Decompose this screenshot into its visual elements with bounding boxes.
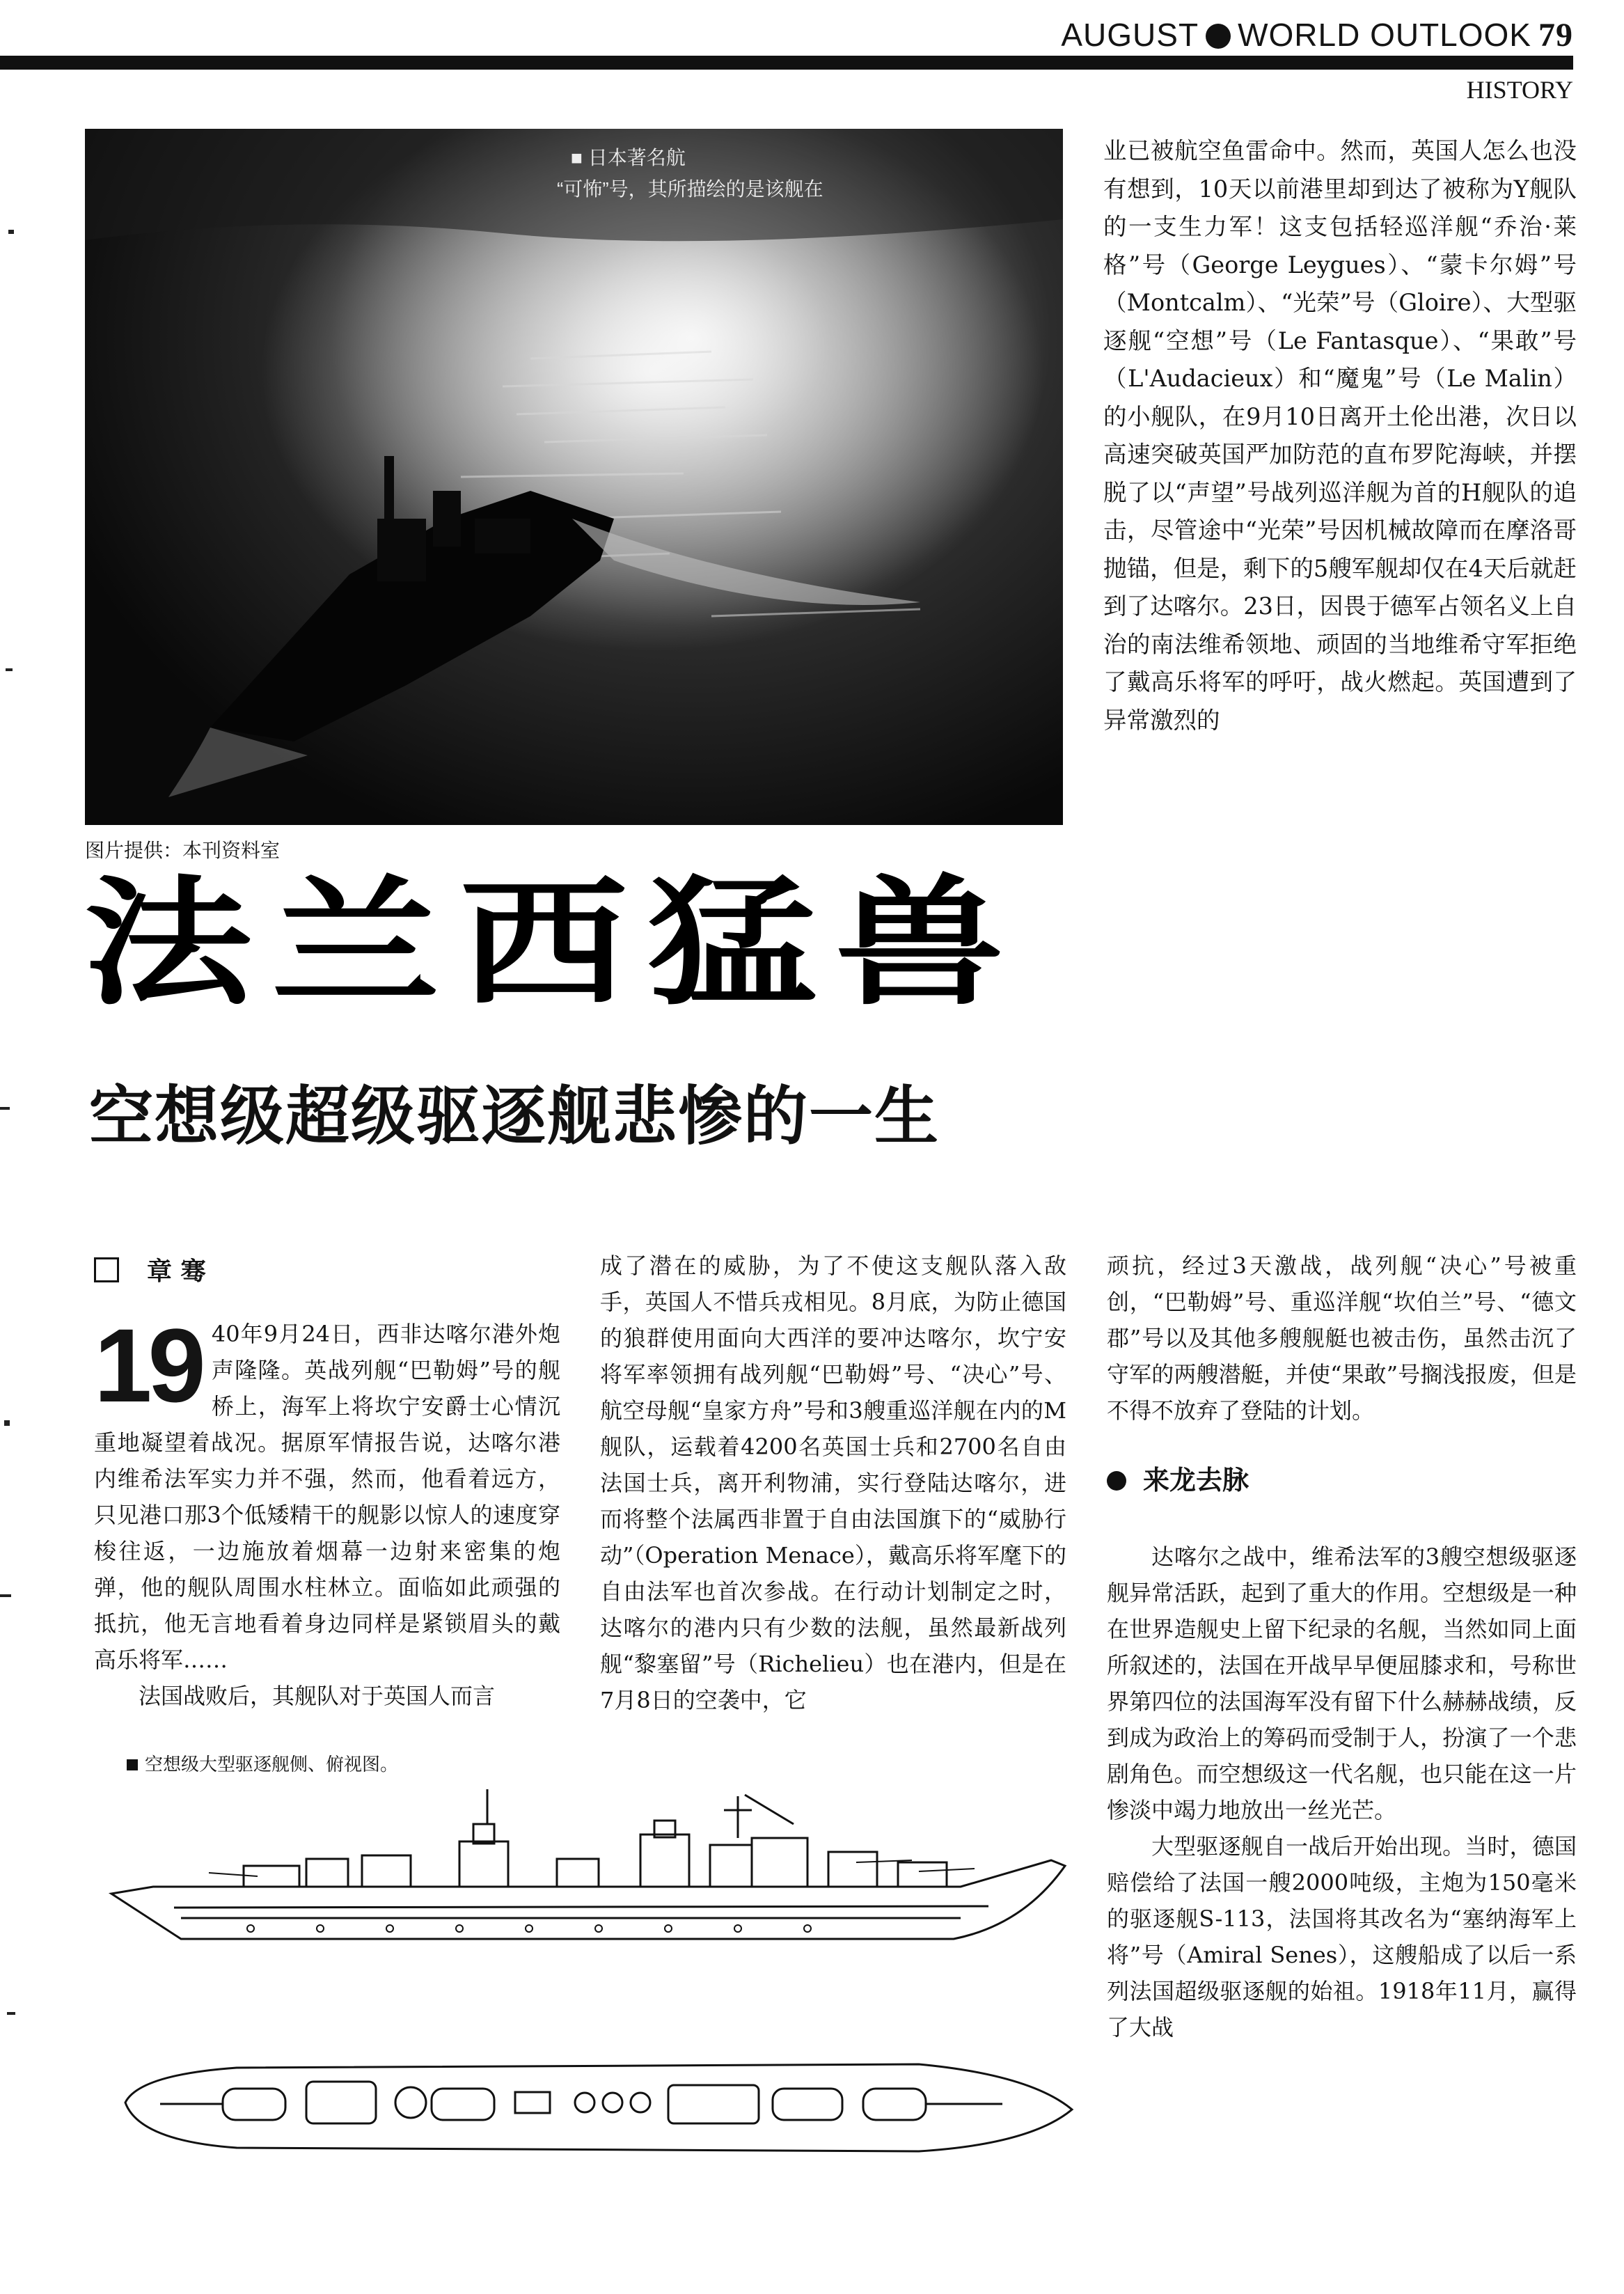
photo-caption-line1: ■ 日本著名航 [571, 147, 686, 168]
header-magazine: WORLD OUTLOOK [1238, 17, 1531, 53]
article-text-top-right: 业已被航空鱼雷命中。然而，英国人怎么也没有想到，10天以前港里却到达了被称为Y舰队的一支生力军！这支包括轻巡洋舰“乔治·莱格”号（George Leygues）、“蒙卡尔姆”号（Montcalm）、“光荣”号（Gloire）、大型驱逐舰“空想”号（Le Fantasque）、“果敢”号（L'Audacieux）和“魔鬼”号（Le Malin）的小舰队，在9月10日离开土伦出港，次日以高速突破英国严加防范的直布罗陀海峡，并摆脱了以“声望”号战列巡洋舰为首的H舰队的追击，尽管途中“光荣”号因机械故障而在摩洛哥抛锚，但是，剩下的5艘军舰却仅在4天后就赶到了达喀尔。23日，因畏于德军占领名义上自治的南法维希领地、顽固的当地维希守军拒绝了戴高乐将军的呼吁，战火燃起。英国遭到了异常激烈的 [1103, 137, 1577, 734]
page-subtitle: 空想级超级驱逐舰悲惨的一生 [89, 1079, 940, 1154]
scan-mark [0, 1594, 11, 1597]
paragraph: 大型驱逐舰自一战后开始出现。当时，德国赔偿给了法国一艘2000吨级，主炮为150毫米的驱逐舰S-113，法国将其改名为“塞纳海军上将”号（Amiral Senes），这艘船成了以后一系列法国超级驱逐舰的始祖。1918年11月，赢得了大战 [1107, 1833, 1577, 2041]
page-title: 法兰西猛兽 [84, 863, 1024, 1025]
square-bullet-icon [127, 1759, 138, 1770]
scan-mark [6, 668, 13, 671]
bullet-icon [1206, 24, 1231, 49]
ship-figure-caption-text: 空想级大型驱逐舰侧、俯视图。 [145, 1754, 399, 1775]
ship-photo-art [85, 129, 1063, 825]
ship-figure-caption [127, 1750, 398, 1776]
header-month: AUGUST [1061, 17, 1199, 53]
destroyer-line-drawing [97, 1782, 1086, 2193]
photo-credit: 图片提供：本刊资料室 [85, 840, 281, 861]
bullet-icon [1107, 1471, 1126, 1491]
top-view-hull [125, 2064, 1072, 2151]
page-number: 79 [1538, 17, 1573, 54]
scan-mark [4, 1420, 10, 1426]
scan-mark [0, 1107, 10, 1110]
scan-mark [8, 230, 14, 234]
article-column-2 [600, 1248, 1066, 1718]
scan-mark [7, 2012, 15, 2015]
header-rule [0, 56, 1573, 70]
article-column-1 [94, 1307, 560, 1714]
drop-cap: 19 [94, 1307, 202, 1424]
author-name: 章 骞 [147, 1257, 206, 1286]
photo-caption-line2: “可怖”号，其所描绘的是该舰在 [557, 178, 823, 200]
paragraph: 成了潜在的威胁，为了不使这支舰队落入敌手，英国人不惜兵戎相见。8月底，为防止德国的狼群使用面向大西洋的要冲达喀尔，坎宁安将军率领拥有战列舰“巴勒姆”号、“决心”号、航空母舰“皇家方舟”号和3艘重巡洋舰在内的M舰队，运载着4200名英国士兵和2700名自由法国士兵，离开利物浦，实行登陆达喀尔，进而将整个法属西非置于自由法国旗下的“威胁行动”（Operation Menace），戴高乐将军麾下的自由法军也首次参战。在行动计划制定之时，达喀尔的港内只有少数的法舰，虽然最新战列舰“黎塞留”号（Richelieu）也在港内，但是在7月8日的空袭中，它 [600, 1252, 1066, 1713]
article-column-3 [1107, 1248, 1577, 2045]
running-header [995, 15, 1573, 54]
section-label: HISTORY [1466, 76, 1573, 104]
section-heading-label: 来龙去脉 [1143, 1465, 1249, 1495]
author-line [94, 1252, 206, 1287]
section-heading [1107, 1462, 1577, 1498]
paragraph: 法国战败后，其舰队对于英国人而言 [139, 1683, 496, 1709]
checkbox-square-icon [94, 1257, 119, 1282]
ship-photo [85, 129, 1063, 825]
paragraph: 40年9月24日，西非达喀尔港外炮声隆隆。英战列舰“巴勒姆”号的舰桥上，海军上将坎宁安爵士心情沉重地凝望着战况。据原军情报告说，达喀尔港内维希法军实力并不强，然而，他看着远方，只见港口那3个低矮精干的舰影以惊人的速度穿梭往返，一边施放着烟幕一边射来密集的炮弹，他的舰队周围水柱林立。面临如此顽强的抵抗，他无言地看着身边同样是紧锁眉头的戴高乐将军…… [94, 1321, 560, 1673]
paragraph: 达喀尔之战中，维希法军的3艘空想级驱逐舰异常活跃，起到了重大的作用。空想级是一种在世界造舰史上留下纪录的名舰，当然如同上面所叙述的，法国在开战早早便屈膝求和，号称世界第四位的法国海军没有留下什么赫赫战绩，反到成为政治上的筹码而受制于人，扮演了一个悲剧角色。而空想级这一代名舰，也只能在这一片惨淡中竭力地放出一丝光芒。 [1107, 1543, 1577, 1823]
paragraph: 顽抗，经过3天激战，战列舰“决心”号被重创，“巴勒姆”号、重巡洋舰“坎伯兰”号、“德文郡”号以及其他多艘舰艇也被击伤，虽然击沉了守军的两艘潜艇，并使“果敢”号搁浅报废，但是不得不放弃了登陆的计划。 [1107, 1252, 1577, 1424]
